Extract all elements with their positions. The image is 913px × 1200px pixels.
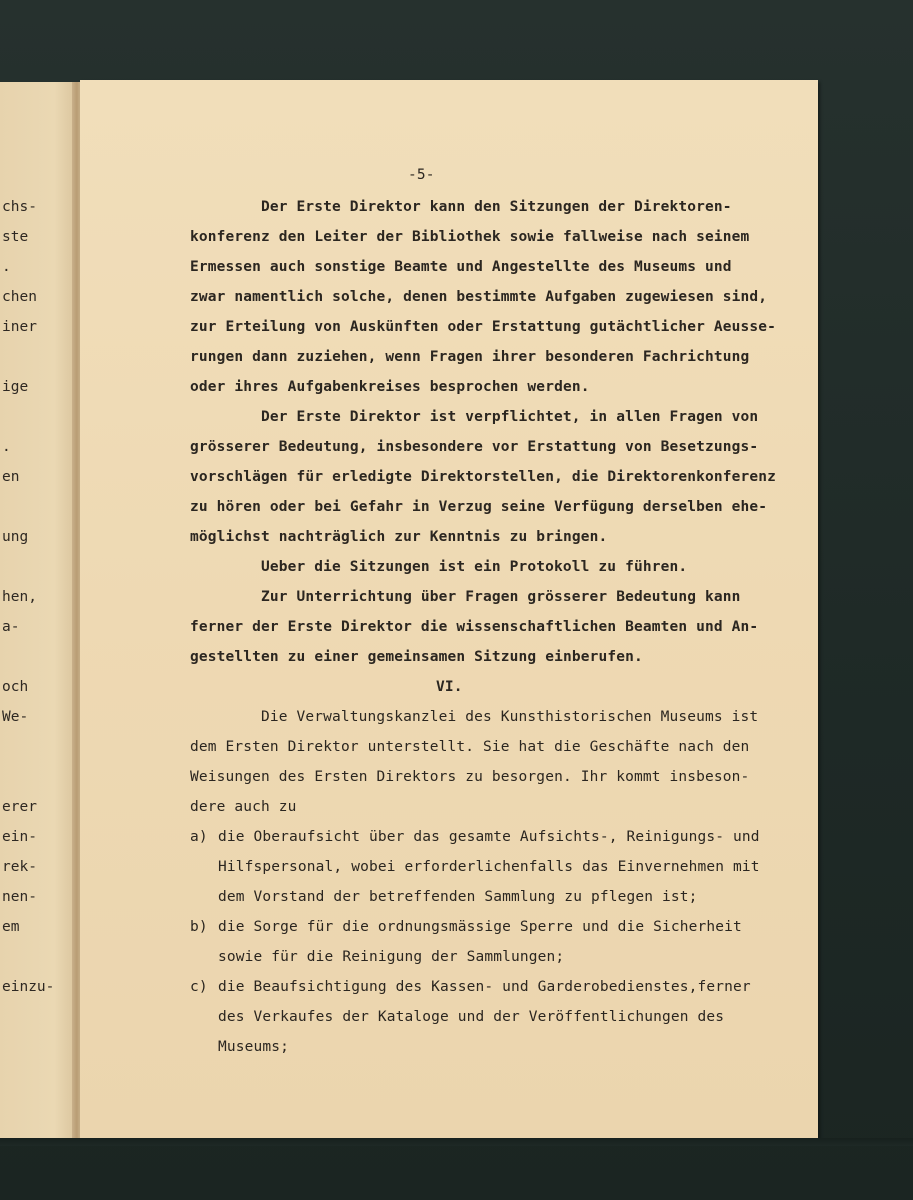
list-item-line: die Sorge für die ordnungsmässige Sperre und die Sicherheit: [218, 919, 742, 935]
left-page-fragment: ste: [2, 229, 29, 245]
list-marker: b): [190, 919, 208, 935]
paragraph-1-line: konferenz den Leiter der Bibliothek sowie fallweise nach seinem: [190, 229, 750, 245]
left-page-fragment: erer: [2, 799, 37, 815]
paragraph-4-line: ferner der Erste Direktor die wissenschaftlichen Beamten und An-: [190, 619, 759, 635]
paragraph-2-line: vorschlägen für erledigte Direktorstellen, die Direktorenkonferenz: [190, 469, 777, 485]
list-item-line: die Oberaufsicht über das gesamte Aufsichts-, Reinigungs- und: [218, 829, 760, 845]
paragraph-2-line: zu hören oder bei Gefahr in Verzug seine Verfügung derselben ehe-: [190, 499, 768, 515]
paragraph-5-line: dere auch zu: [190, 799, 297, 815]
section-heading: VI.: [436, 679, 463, 695]
paragraph-2-line: möglichst nachträglich zur Kenntnis zu bringen.: [190, 529, 608, 545]
page-number: -5-: [408, 167, 435, 183]
left-page-fragment: chs-: [2, 199, 37, 215]
page-shadow: [0, 1138, 913, 1146]
list-item-line: Museums;: [218, 1039, 290, 1055]
left-page-fragment: ung: [2, 529, 29, 545]
list-item-line: sowie für die Reinigung der Sammlungen;: [218, 949, 565, 965]
paragraph-1-line: Der Erste Direktor kann den Sitzungen der Direktoren-: [261, 199, 732, 215]
paragraph-1-line: zur Erteilung von Auskünften oder Erstattung gutächtlicher Aeusse-: [190, 319, 777, 335]
paragraph-1-line: Ermessen auch sonstige Beamte und Angestellte des Museums und: [190, 259, 732, 275]
paragraph-5-line: Weisungen des Ersten Direktors zu besorgen. Ihr kommt insbeson-: [190, 769, 750, 785]
paragraph-4-line: Zur Unterrichtung über Fragen grösserer Bedeutung kann: [261, 589, 741, 605]
paragraph-5-line: dem Ersten Direktor unterstellt. Sie hat die Geschäfte nach den: [190, 739, 750, 755]
list-item-line: des Verkaufes der Kataloge und der Veröffentlichungen des: [218, 1009, 725, 1025]
list-item-line: die Beaufsichtigung des Kassen- und Garderobedienstes,ferner: [218, 979, 751, 995]
left-page-fragment: hen,: [2, 589, 37, 605]
left-page-fragment: a-: [2, 619, 20, 635]
list-item-line: dem Vorstand der betreffenden Sammlung zu pflegen ist;: [218, 889, 698, 905]
left-page-fragment: en: [2, 469, 20, 485]
paragraph-2-line: Der Erste Direktor ist verpflichtet, in allen Fragen von: [261, 409, 759, 425]
paragraph-1-line: zwar namentlich solche, denen bestimmte Aufgaben zugewiesen sind,: [190, 289, 768, 305]
list-marker: a): [190, 829, 208, 845]
paragraph-3: Ueber die Sitzungen ist ein Protokoll zu führen.: [261, 559, 688, 575]
left-page-fragment: och: [2, 679, 29, 695]
paragraph-2-line: grösserer Bedeutung, insbesondere vor Erstattung von Besetzungs-: [190, 439, 759, 455]
paragraph-1-line: rungen dann zuziehen, wenn Fragen ihrer besonderen Fachrichtung: [190, 349, 750, 365]
list-item-line: Hilfspersonal, wobei erforderlichenfalls das Einvernehmen mit: [218, 859, 760, 875]
left-page-fragment: em: [2, 919, 20, 935]
list-marker: c): [190, 979, 208, 995]
left-page-edge: [0, 82, 78, 1138]
left-page-fragment: rek-: [2, 859, 37, 875]
left-page-fragment: ige: [2, 379, 29, 395]
left-page-fragment: We-: [2, 709, 29, 725]
left-page-fragment: chen: [2, 289, 37, 305]
left-page-fragment: iner: [2, 319, 37, 335]
left-page-fragment: einzu-: [2, 979, 55, 995]
paragraph-1-line: oder ihres Aufgabenkreises besprochen werden.: [190, 379, 590, 395]
paragraph-4-line: gestellten zu einer gemeinsamen Sitzung einberufen.: [190, 649, 643, 665]
paragraph-5-line: Die Verwaltungskanzlei des Kunsthistorischen Museums ist: [261, 709, 759, 725]
left-page-fragment: nen-: [2, 889, 37, 905]
left-page-fragment: ein-: [2, 829, 37, 845]
left-page-fragment: .: [2, 259, 11, 275]
left-page-fragment: .: [2, 439, 11, 455]
